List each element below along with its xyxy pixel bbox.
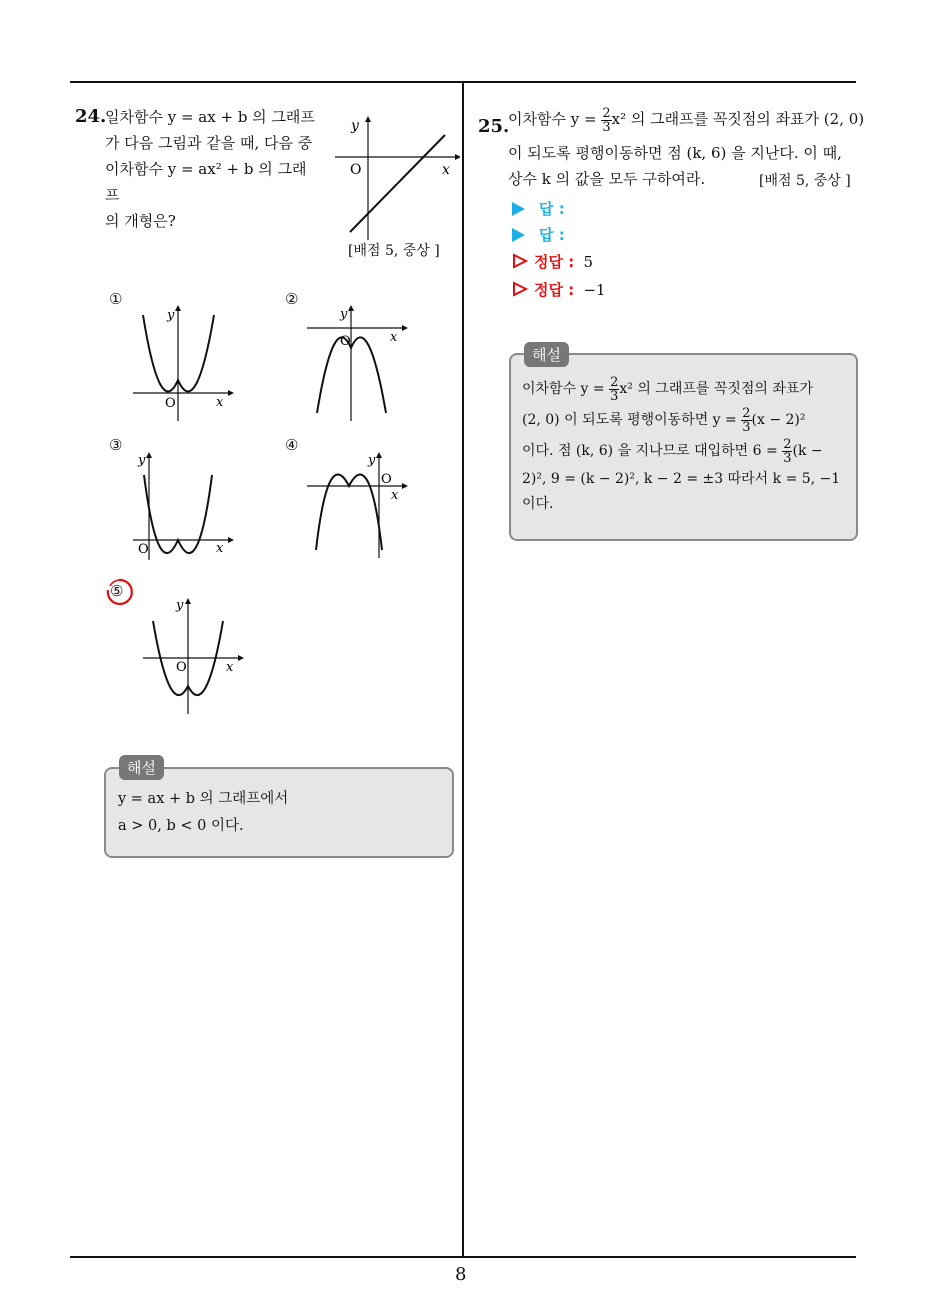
sol-line-4: 2)², 9 = (k − 2)², k − 2 = ±3 따라서 k = 5, −1 bbox=[522, 471, 841, 487]
correct-answer-row-2 bbox=[512, 279, 606, 300]
choice-3-graph[interactable] bbox=[128, 450, 238, 562]
axis-label-y: y bbox=[176, 598, 184, 613]
sol-text: (2, 0) 이 되도록 평행이동하면 y = bbox=[522, 412, 737, 428]
page-number: 8 bbox=[455, 1264, 467, 1285]
origin-label: O bbox=[381, 472, 392, 487]
axis-label-x: x bbox=[216, 541, 224, 556]
bottom-rule bbox=[70, 1256, 856, 1258]
sol-fraction bbox=[782, 438, 792, 465]
q24-number: 24. bbox=[75, 106, 107, 127]
answer-label: 답 : bbox=[539, 226, 565, 244]
answer-row-1 bbox=[512, 198, 565, 219]
solution-line: y = ax + b 의 그래프에서 bbox=[118, 791, 289, 807]
sol-fraction bbox=[741, 407, 751, 434]
origin-label: O bbox=[340, 334, 351, 349]
frac-num: 2 bbox=[610, 374, 619, 390]
frac-den: 3 bbox=[783, 450, 792, 466]
q24-line: 의 개형은? bbox=[105, 212, 176, 230]
q24-solution-tab: 해설 bbox=[119, 755, 164, 780]
frac-num: 2 bbox=[783, 436, 792, 452]
outline-triangle-icon bbox=[512, 281, 528, 297]
axis-label-x: x bbox=[442, 162, 450, 178]
q24-linear-graph bbox=[330, 110, 460, 240]
frac-den: 3 bbox=[742, 419, 751, 435]
answer-row-2 bbox=[512, 224, 565, 245]
correct-label: 정답 : bbox=[534, 253, 575, 271]
correct-value: 5 bbox=[583, 253, 593, 271]
q25-solution-tab: 해설 bbox=[524, 342, 569, 367]
choice-5-marker[interactable]: ⑤ bbox=[110, 582, 124, 600]
origin-label: O bbox=[176, 660, 187, 675]
sol-line-2 bbox=[522, 405, 850, 436]
play-icon bbox=[512, 202, 525, 216]
column-divider bbox=[462, 83, 464, 1258]
correct-value: −1 bbox=[583, 281, 606, 299]
origin-label: O bbox=[165, 396, 176, 411]
sol-text: (x − 2)² bbox=[751, 412, 806, 428]
answer-label: 답 : bbox=[539, 200, 565, 218]
q25-fraction bbox=[601, 107, 611, 134]
frac-num: 2 bbox=[742, 405, 751, 421]
origin-label: O bbox=[138, 542, 149, 557]
choice-2-graph[interactable] bbox=[302, 303, 412, 425]
sol-line-3 bbox=[522, 436, 850, 467]
origin-label: O bbox=[350, 162, 362, 178]
axis-label-y: y bbox=[340, 307, 348, 322]
q24-solution-text bbox=[118, 786, 438, 840]
q25-line1-pre: 이차함수 y = bbox=[508, 110, 597, 128]
q25-meta: [배점 5, 중상 ] bbox=[759, 173, 851, 189]
sol-text: x² 의 그래프를 꼭짓점의 좌표가 bbox=[619, 381, 813, 397]
solution-line: a > 0, b < 0 이다. bbox=[118, 818, 244, 834]
sol-line-1 bbox=[522, 374, 850, 405]
choice-4-marker[interactable]: ④ bbox=[285, 436, 299, 454]
q24-line: 일차함수 y = ax + b 의 그래프 bbox=[105, 108, 315, 126]
sol-text: 이다. 점 (k, 6) 을 지나므로 대입하면 6 = bbox=[522, 443, 778, 459]
frac-den: 3 bbox=[602, 119, 611, 135]
q24-line: 가 다음 그림과 같을 때, 다음 중 bbox=[105, 134, 313, 152]
axis-label-x: x bbox=[226, 660, 234, 675]
correct-label: 정답 : bbox=[534, 281, 575, 299]
frac-den: 3 bbox=[610, 388, 619, 404]
axis-label-y: y bbox=[368, 453, 376, 468]
q25-line-1 bbox=[508, 105, 865, 140]
q25-line1-post: x² 의 그래프를 꼭짓점의 좌표가 (2, 0) bbox=[611, 110, 865, 128]
axis-label-y: y bbox=[351, 118, 359, 134]
q24-meta: [배점 5, 중상 ] bbox=[348, 243, 440, 259]
axis-label-x: x bbox=[390, 330, 398, 345]
sol-fraction bbox=[609, 376, 619, 403]
axis-label-x: x bbox=[391, 488, 399, 503]
axis-label-x: x bbox=[216, 395, 224, 410]
correct-answer-row-1 bbox=[512, 251, 593, 272]
choice-4-graph[interactable] bbox=[302, 450, 412, 562]
q25-number: 25. bbox=[478, 116, 510, 137]
axis-label-y: y bbox=[138, 453, 146, 468]
sol-text: (k − bbox=[792, 443, 823, 459]
q24-line: 이차함수 y = ax² + b 의 그래프 bbox=[105, 160, 307, 204]
q25-solution-text bbox=[522, 374, 850, 517]
choice-3-marker[interactable]: ③ bbox=[109, 436, 123, 454]
frac-num: 2 bbox=[602, 105, 611, 121]
play-icon bbox=[512, 228, 525, 242]
choice-5-graph[interactable] bbox=[138, 596, 248, 716]
choice-2-marker[interactable]: ② bbox=[285, 290, 299, 308]
sol-line-5: 이다. bbox=[522, 496, 554, 512]
choice-1-marker[interactable]: ① bbox=[109, 290, 123, 308]
sol-text: 이차함수 y = bbox=[522, 381, 605, 397]
q25-line-2: 이 되도록 평행이동하면 점 (k, 6) 을 지난다. 이 때, bbox=[508, 144, 842, 162]
q24-question bbox=[105, 104, 320, 234]
q25-line-3: 상수 k 의 값을 모두 구하여라. bbox=[508, 170, 706, 188]
outline-triangle-icon bbox=[512, 253, 528, 269]
axis-label-y: y bbox=[167, 308, 175, 323]
choice-1-graph[interactable] bbox=[128, 303, 238, 425]
